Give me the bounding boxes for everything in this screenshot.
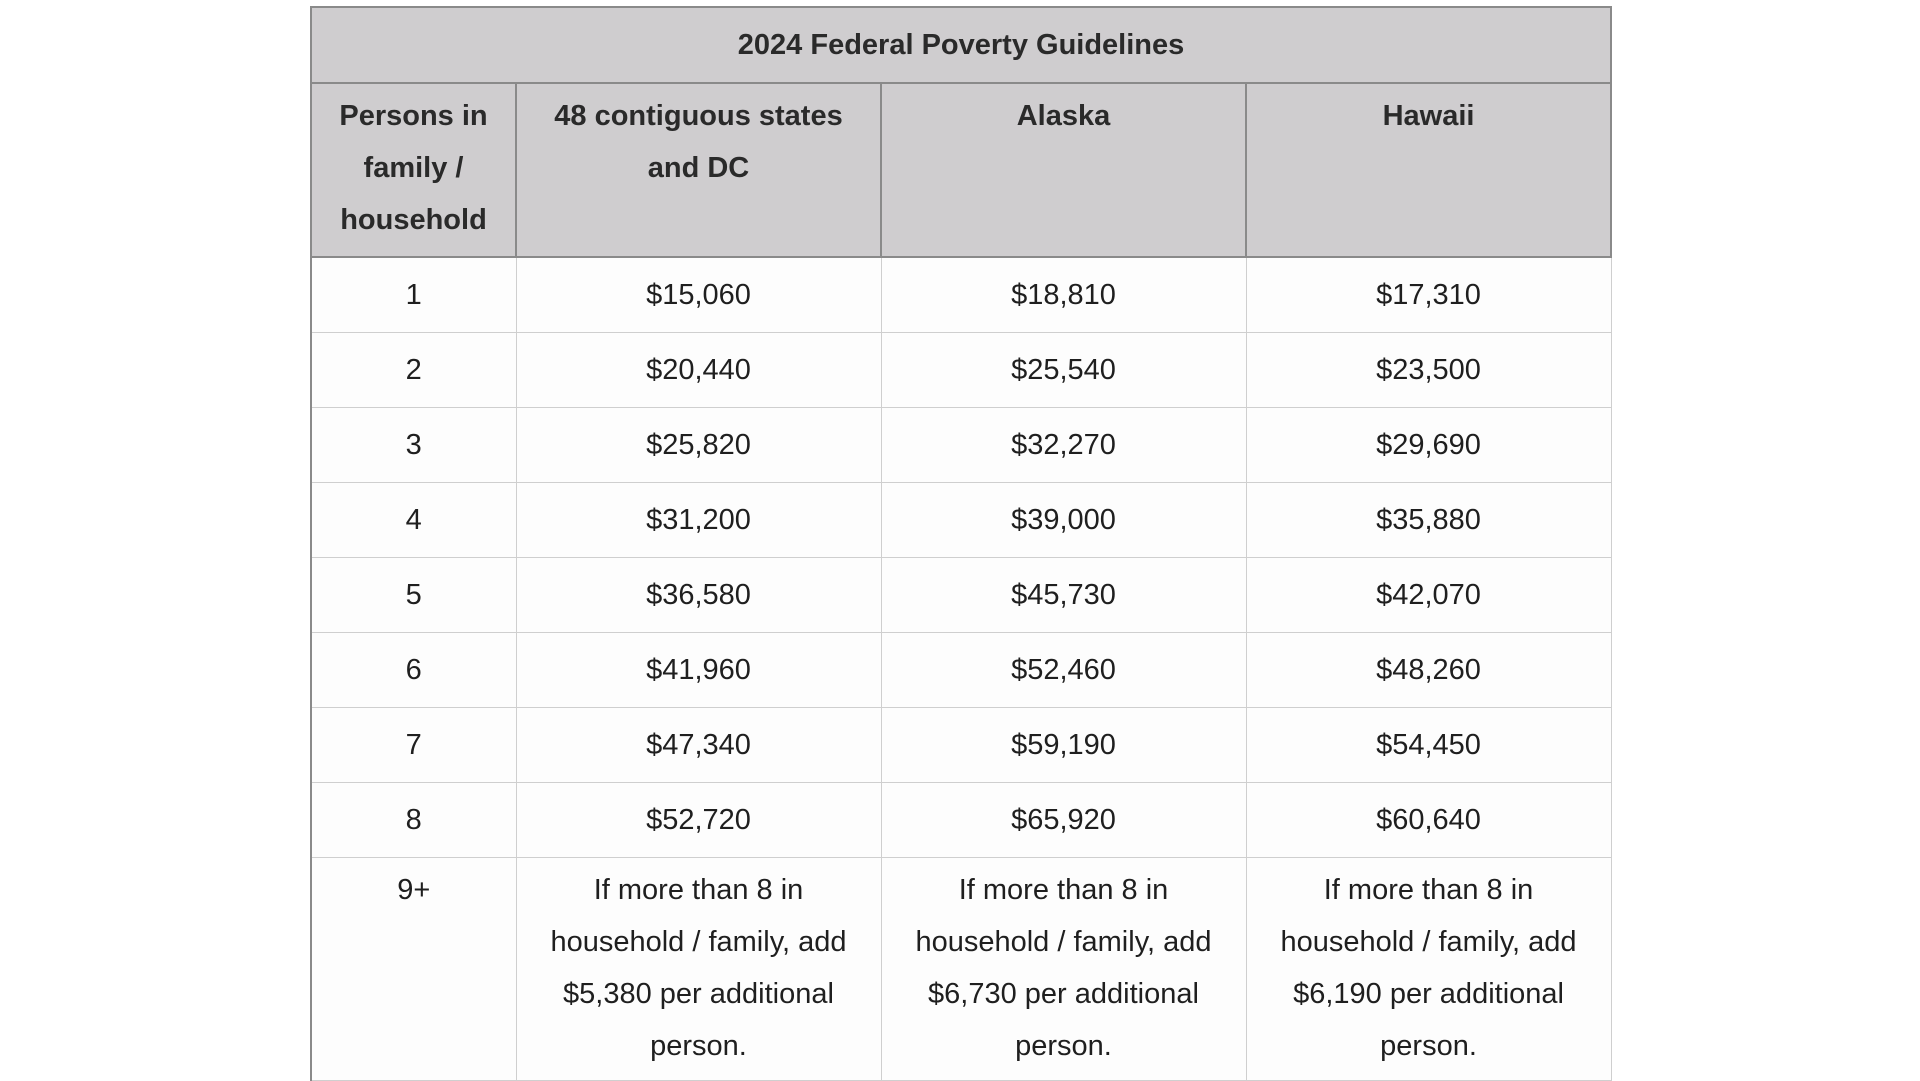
alaska-cell: $59,190 bbox=[881, 708, 1246, 783]
contiguous-cell: $20,440 bbox=[516, 333, 881, 408]
alaska-cell: $65,920 bbox=[881, 783, 1246, 858]
contiguous-cell: $52,720 bbox=[516, 783, 881, 858]
contiguous-cell: $36,580 bbox=[516, 558, 881, 633]
table-row bbox=[311, 257, 1611, 333]
header-alaska: Alaska bbox=[881, 83, 1246, 257]
header-contiguous-states: 48 contiguous states and DC bbox=[516, 83, 881, 257]
alaska-cell: $18,810 bbox=[881, 257, 1246, 333]
persons-cell: 3 bbox=[311, 408, 516, 483]
table-header-row bbox=[311, 83, 1611, 257]
alaska-cell: $32,270 bbox=[881, 408, 1246, 483]
persons-cell: 5 bbox=[311, 558, 516, 633]
alaska-cell: $25,540 bbox=[881, 333, 1246, 408]
table-row bbox=[311, 858, 1611, 1081]
contiguous-cell: If more than 8 in household / family, add $5,380 per additional person. bbox=[516, 858, 881, 1081]
persons-cell: 4 bbox=[311, 483, 516, 558]
table-row bbox=[311, 483, 1611, 558]
table-row bbox=[311, 408, 1611, 483]
hawaii-cell: If more than 8 in household / family, add $6,190 per additional person. bbox=[1246, 858, 1611, 1081]
alaska-cell: $45,730 bbox=[881, 558, 1246, 633]
hawaii-cell: $17,310 bbox=[1246, 257, 1611, 333]
table-row bbox=[311, 558, 1611, 633]
poverty-guidelines-table bbox=[310, 6, 1612, 1081]
hawaii-cell: $29,690 bbox=[1246, 408, 1611, 483]
hawaii-cell: $35,880 bbox=[1246, 483, 1611, 558]
alaska-cell: If more than 8 in household / family, add $6,730 per additional person. bbox=[881, 858, 1246, 1081]
table-row bbox=[311, 708, 1611, 783]
persons-cell: 2 bbox=[311, 333, 516, 408]
persons-cell: 7 bbox=[311, 708, 516, 783]
table-row bbox=[311, 783, 1611, 858]
hawaii-cell: $23,500 bbox=[1246, 333, 1611, 408]
hawaii-cell: $54,450 bbox=[1246, 708, 1611, 783]
contiguous-cell: $25,820 bbox=[516, 408, 881, 483]
persons-cell: 8 bbox=[311, 783, 516, 858]
header-persons: Persons in family / household bbox=[311, 83, 516, 257]
hawaii-cell: $42,070 bbox=[1246, 558, 1611, 633]
contiguous-cell: $47,340 bbox=[516, 708, 881, 783]
table-title-row bbox=[311, 7, 1611, 83]
table-row bbox=[311, 633, 1611, 708]
table-title: 2024 Federal Poverty Guidelines bbox=[311, 7, 1611, 83]
poverty-guidelines-container bbox=[310, 6, 1610, 1081]
contiguous-cell: $41,960 bbox=[516, 633, 881, 708]
persons-cell: 6 bbox=[311, 633, 516, 708]
hawaii-cell: $48,260 bbox=[1246, 633, 1611, 708]
alaska-cell: $39,000 bbox=[881, 483, 1246, 558]
alaska-cell: $52,460 bbox=[881, 633, 1246, 708]
contiguous-cell: $15,060 bbox=[516, 257, 881, 333]
persons-cell: 9+ bbox=[311, 858, 516, 1081]
persons-cell: 1 bbox=[311, 257, 516, 333]
table-row bbox=[311, 333, 1611, 408]
header-hawaii: Hawaii bbox=[1246, 83, 1611, 257]
contiguous-cell: $31,200 bbox=[516, 483, 881, 558]
hawaii-cell: $60,640 bbox=[1246, 783, 1611, 858]
